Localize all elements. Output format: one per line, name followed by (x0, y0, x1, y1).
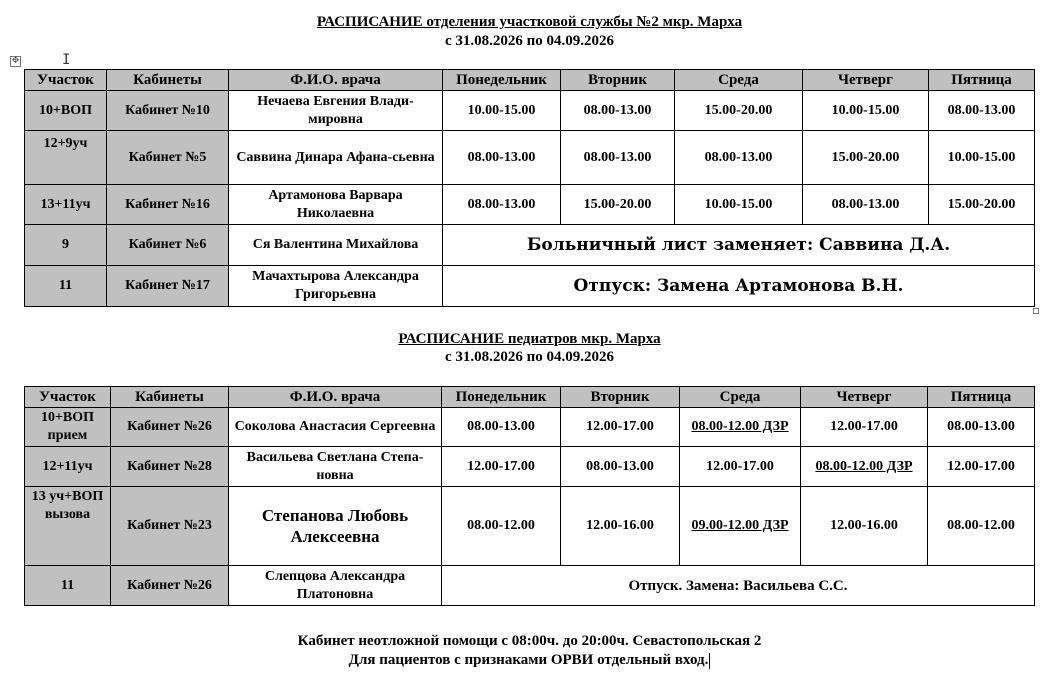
wed-cell: 08.00-13.00 (675, 131, 803, 185)
schedule-table-1 (24, 69, 1035, 307)
uchastok-cell: 11 (25, 266, 107, 307)
uchastok-cell: 9 (25, 225, 107, 266)
uchastok-cell: 13+11уч (25, 185, 107, 225)
note-cell: Отпуск: Замена Артамонова В.Н. (443, 266, 1035, 307)
header-cabinet: Кабинеты (111, 387, 229, 408)
table-header-row (25, 70, 1035, 91)
doctor-cell: Ся Валентина Михайлова (229, 225, 443, 266)
uchastok-cell: 11 (25, 566, 111, 606)
section1-title (0, 13, 1059, 32)
table-row (25, 408, 1035, 447)
doctor-cell: Степанова Любовь Алексеевна (229, 487, 442, 566)
cabinet-cell: Кабинет №10 (107, 91, 229, 131)
doctor-cell: Нечаева Евгения Влади-мировна (229, 91, 443, 131)
header-uchastok: Участок (25, 387, 111, 408)
cabinet-cell: Кабинет №5 (107, 131, 229, 185)
section1-title-text: РАСПИСАНИЕ отделения участковой службы №2 мкр. Марха (316, 14, 743, 30)
doctor-cell: Васильева Светлана Степа-новна (229, 447, 442, 487)
header-tue: Вторник (561, 70, 675, 91)
table-row (25, 225, 1035, 266)
tue-cell: 12.00-17.00 (561, 408, 680, 447)
wed-cell: 10.00-15.00 (675, 185, 803, 225)
header-thu: Четверг (803, 70, 929, 91)
cabinet-cell: Кабинет №6 (107, 225, 229, 266)
table-row (25, 91, 1035, 131)
header-mon: Понедельник (443, 70, 561, 91)
header-doctor: Ф.И.О. врача (229, 387, 442, 408)
table-row (25, 131, 1035, 185)
table-row (25, 447, 1035, 487)
thu-cell: 12.00-16.00 (801, 487, 928, 566)
tue-cell: 08.00-13.00 (561, 131, 675, 185)
table-row (25, 566, 1035, 606)
doctor-cell: Соколова Анастасия Сергеевна (229, 408, 442, 447)
header-doctor: Ф.И.О. врача (229, 70, 443, 91)
uchastok-cell: 12+11уч (25, 447, 111, 487)
table-header-row (25, 387, 1035, 408)
section2-dates: с 31.08.2026 по 04.09.2026 (444, 349, 615, 365)
table-row (25, 487, 1035, 566)
fri-cell: 10.00-15.00 (929, 131, 1035, 185)
wed-cell: 08.00-12.00 ДЗР (680, 408, 801, 447)
text-cursor-icon: I (62, 52, 71, 68)
header-cabinet: Кабинеты (107, 70, 229, 91)
doctor-cell: Слепцова Александра Платоновна (229, 566, 442, 606)
header-fri: Пятница (928, 387, 1035, 408)
table-row (25, 185, 1035, 225)
thu-cell: 08.00-13.00 (803, 185, 929, 225)
header-uchastok: Участок (25, 70, 107, 91)
header-mon: Понедельник (442, 387, 561, 408)
cabinet-cell: Кабинет №26 (111, 566, 229, 606)
doctor-cell: Артамонова Варвара Николаевна (229, 185, 443, 225)
thu-cell: 12.00-17.00 (801, 408, 928, 447)
section2-title (0, 330, 1059, 349)
mon-cell: 08.00-13.00 (443, 131, 561, 185)
mon-cell: 12.00-17.00 (442, 447, 561, 487)
header-thu: Четверг (801, 387, 928, 408)
fri-cell: 08.00-13.00 (929, 91, 1035, 131)
footer-line-2 (0, 651, 1059, 670)
header-wed: Среда (675, 70, 803, 91)
text-caret (709, 653, 710, 669)
mon-cell: 08.00-13.00 (443, 185, 561, 225)
table-resize-handle[interactable] (1033, 308, 1039, 314)
uchastok-cell: 13 уч+ВОП вызова (25, 487, 111, 566)
fri-cell: 08.00-12.00 (928, 487, 1035, 566)
cabinet-cell: Кабинет №17 (107, 266, 229, 307)
section1-dates: с 31.08.2026 по 04.09.2026 (444, 33, 615, 49)
footer-line-1: Кабинет неотложной помощи с 08:00ч. до 20:00ч. Севастопольская 2 (297, 633, 762, 649)
fri-cell: 08.00-13.00 (928, 408, 1035, 447)
header-fri: Пятница (929, 70, 1035, 91)
cabinet-cell: Кабинет №28 (111, 447, 229, 487)
note-cell: Отпуск. Замена: Васильева С.С. (442, 566, 1035, 606)
move-handle-icon[interactable]: ✥ (11, 56, 20, 66)
section2-title-text: РАСПИСАНИЕ педиатров мкр. Марха (398, 331, 661, 347)
doctor-cell: Мачахтырова Александра Григорьевна (229, 266, 443, 307)
mon-cell: 10.00-15.00 (443, 91, 561, 131)
mon-cell: 08.00-12.00 (442, 487, 561, 566)
tue-cell: 15.00-20.00 (561, 185, 675, 225)
wed-cell: 09.00-12.00 ДЗР (680, 487, 801, 566)
fri-cell: 12.00-17.00 (928, 447, 1035, 487)
uchastok-cell: 10+ВОП прием (25, 408, 111, 447)
header-wed: Среда (680, 387, 801, 408)
tue-cell: 12.00-16.00 (561, 487, 680, 566)
tue-cell: 08.00-13.00 (561, 91, 675, 131)
fri-cell: 15.00-20.00 (929, 185, 1035, 225)
cabinet-cell: Кабинет №26 (111, 408, 229, 447)
cabinet-cell: Кабинет №16 (107, 185, 229, 225)
doctor-cell: Саввина Динара Афана-сьевна (229, 131, 443, 185)
cabinet-cell: Кабинет №23 (111, 487, 229, 566)
wed-cell: 15.00-20.00 (675, 91, 803, 131)
thu-cell: 15.00-20.00 (803, 131, 929, 185)
table-row (25, 266, 1035, 307)
footer-line-2-text: Для пациентов с признаками ОРВИ отдельный вход. (348, 652, 709, 668)
tue-cell: 08.00-13.00 (561, 447, 680, 487)
mon-cell: 08.00-13.00 (442, 408, 561, 447)
note-cell: Больничный лист заменяет: Саввина Д.А. (443, 225, 1035, 266)
thu-cell: 08.00-12.00 ДЗР (801, 447, 928, 487)
uchastok-cell: 12+9уч (25, 131, 107, 185)
header-tue: Вторник (561, 387, 680, 408)
wed-cell: 12.00-17.00 (680, 447, 801, 487)
schedule-table-2 (24, 386, 1035, 606)
uchastok-cell: 10+ВОП (25, 91, 107, 131)
thu-cell: 10.00-15.00 (803, 91, 929, 131)
